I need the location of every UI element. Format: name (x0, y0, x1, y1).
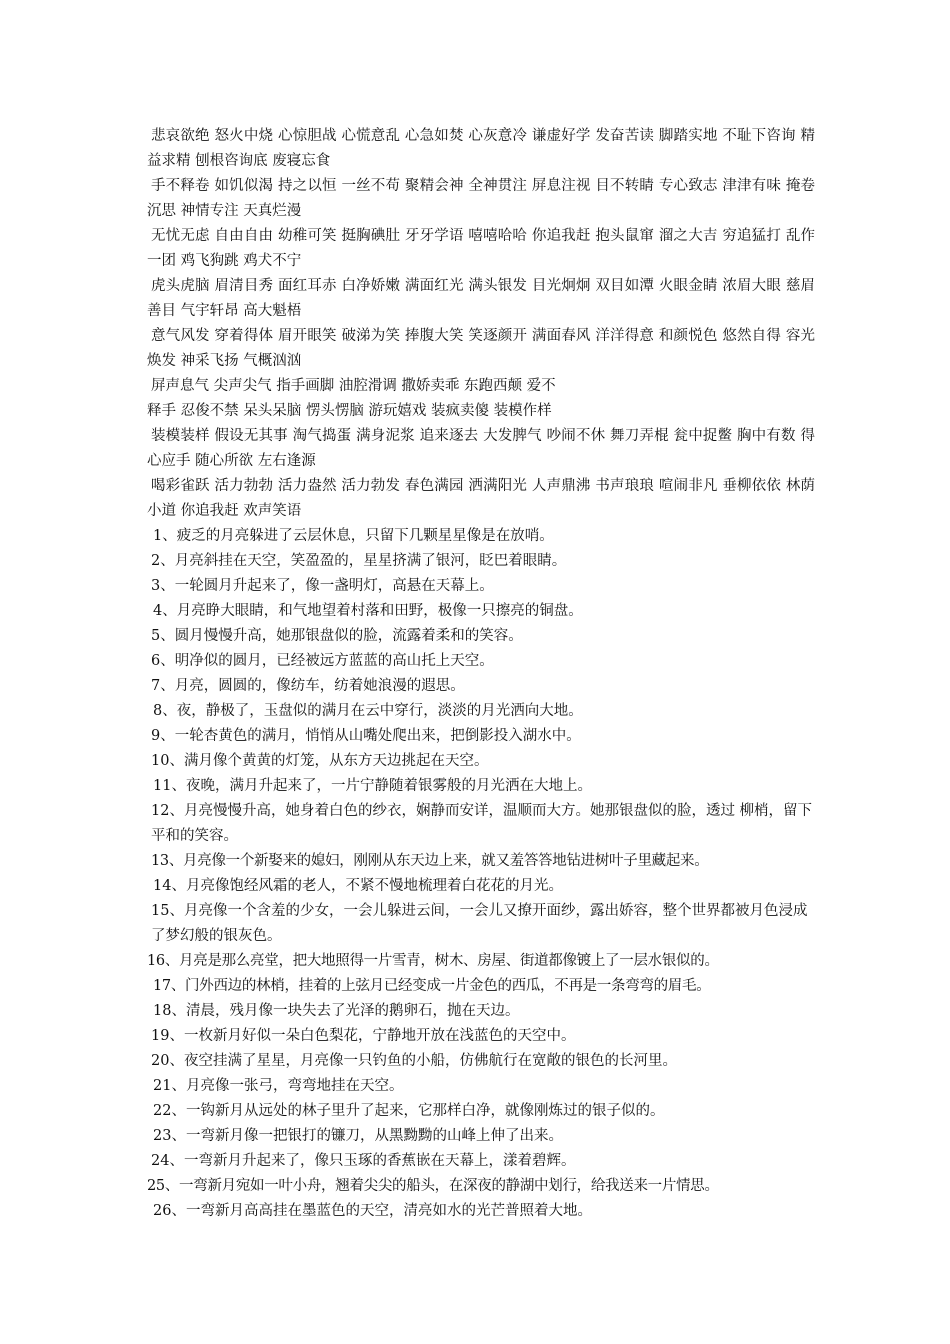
sentence-2: 2、月亮斜挂在天空，笑盈盈的，星星挤满了银河，眨巴着眼睛。 (151, 553, 567, 569)
sentence-21: 21、月亮像一张弓，弯弯地挂在天空。 (153, 1078, 404, 1094)
sentence-15: 15、月亮像一个含羞的少女，一会儿躲进云间，一会儿又撩开面纱，露出娇容，整个世界都被月色浸成了梦幻般的银灰色。 (151, 903, 808, 944)
sentence-20: 20、夜空挂满了星星，月亮像一只钓鱼的小船，仿佛航行在宽敞的银色的长河里。 (151, 1053, 677, 1069)
sentence-1: 1、疲乏的月亮躲进了云层休息，只留下几颗星星像是在放哨。 (153, 528, 554, 544)
sentence-7: 7、月亮，圆圆的，像纺车，纺着她浪漫的遐思。 (151, 678, 465, 694)
sentence-19: 19、一枚新月好似一朵白色梨花，宁静地开放在浅蓝色的天空中。 (151, 1028, 576, 1044)
idiom-paragraph-7: 释手 忍俊不禁 呆头呆脑 愣头愣脑 游玩嬉戏 装疯卖傻 装模作样 (147, 403, 552, 419)
sentence-4: 4、月亮睁大眼睛，和气地望着村落和田野，极像一只擦亮的铜盘。 (153, 603, 583, 619)
sentence-14: 14、月亮像饱经风霜的老人，不紧不慢地梳理着白花花的月光。 (153, 878, 563, 894)
idiom-paragraph-3: 无忧无虑 自由自由 幼稚可笑 挺胸碘肚 牙牙学语 嘻嘻哈哈 你追我赶 抱头鼠窜 溜之大吉 穷追猛打 乱作一团 鸡飞狗跳 鸡犬不宁 (147, 228, 815, 269)
sentence-11: 11、夜晚，满月升起来了，一片宁静随着银雾般的月光洒在大地上。 (153, 778, 592, 794)
idiom-paragraph-9: 喝彩雀跃 活力勃勃 活力盎然 活力勃发 春色满园 洒满阳光 人声鼎沸 书声琅琅 喧闹非凡 垂柳依依 林荫小道 你追我赶 欢声笑语 (147, 478, 815, 519)
sentence-12: 12、月亮慢慢升高，她身着白色的纱衣，娴静而安详，温顺而大方。她那银盘似的脸，透过 柳梢，留下平和的笑容。 (151, 803, 813, 844)
sentence-24: 24、一弯新月升起来了，像只玉琢的香蕉嵌在天幕上，漾着碧辉。 (151, 1153, 576, 1169)
sentence-10: 10、满月像个黄黄的灯笼，从东方天边挑起在天空。 (151, 753, 489, 769)
document-page (147, 124, 815, 1224)
sentence-16: 16、月亮是那么亮堂，把大地照得一片雪青，树木、房屋、街道都像镀上了一层水银似的。 (147, 953, 719, 969)
idiom-paragraph-8: 装模装样 假设无其事 淘气捣蛋 满身泥浆 追来逐去 大发脾气 吵闹不休 舞刀弄棍 瓮中捉鳖 胸中有数 得心应手 随心所欲 左右逢源 (147, 428, 815, 469)
idiom-paragraph-2: 手不释卷 如饥似渴 持之以恒 一丝不苟 聚精会神 全神贯注 屏息注视 目不转睛 专心致志 津津有味 掩卷沉思 神情专注 天真烂漫 (147, 178, 815, 219)
sentence-18: 18、清晨，残月像一块失去了光泽的鹅卵石，抛在天边。 (153, 1003, 520, 1019)
sentence-9: 9、一轮杏黄色的满月，悄悄从山嘴处爬出来，把倒影投入湖水中。 (151, 728, 581, 744)
sentence-6: 6、明净似的圆月，已经被远方蓝蓝的高山托上天空。 (151, 653, 494, 669)
idiom-paragraph-1: 悲哀欲绝 怒火中烧 心惊胆战 心慌意乱 心急如焚 心灰意冷 谦虚好学 发奋苦读 脚踏实地 不耻下咨询 精益求精 刨根咨询底 废寝忘食 (147, 128, 815, 169)
sentence-22: 22、一钩新月从远处的林子里升了起来，它那样白净，就像刚炼过的银子似的。 (153, 1103, 665, 1119)
idiom-paragraph-6: 屏声息气 尖声尖气 指手画脚 油腔滑调 撒娇卖乖 东跑西颠 爱不 (151, 378, 556, 394)
sentence-5: 5、圆月慢慢升高，她那银盘似的脸，流露着柔和的笑容。 (151, 628, 523, 644)
sentence-23: 23、一弯新月像一把银打的镰刀，从黑黝黝的山峰上伸了出来。 (153, 1128, 563, 1144)
sentence-26: 26、一弯新月高高挂在墨蓝色的天空，清亮如水的光芒普照着大地。 (153, 1203, 592, 1219)
sentence-13: 13、月亮像一个新娶来的媳妇，刚刚从东天边上来，就又羞答答地钻进树叶子里藏起来。 (151, 853, 709, 869)
sentence-3: 3、一轮圆月升起来了，像一盏明灯，高悬在天幕上。 (151, 578, 494, 594)
idiom-paragraph-4: 虎头虎脑 眉清目秀 面红耳赤 白净娇嫩 满面红光 满头银发 目光炯炯 双目如潭 火眼金睛 浓眉大眼 慈眉善目 气宇轩昂 高大魁梧 (147, 278, 815, 319)
idiom-paragraph-5: 意气风发 穿着得体 眉开眼笑 破涕为笑 捧腹大笑 笑逐颜开 满面春风 洋洋得意 和颜悦色 悠然自得 容光焕发 神采飞扬 气概汹汹 (147, 328, 815, 369)
sentence-8: 8、夜，静极了，玉盘似的满月在云中穿行，淡淡的月光洒向大地。 (153, 703, 583, 719)
sentence-17: 17、门外西边的林梢，挂着的上弦月已经变成一片金色的西瓜，不再是一条弯弯的眉毛。 (153, 978, 711, 994)
sentence-25: 25、一弯新月宛如一叶小舟，翘着尖尖的船头，在深夜的静湖中划行，给我送来一片情思。 (147, 1178, 719, 1194)
